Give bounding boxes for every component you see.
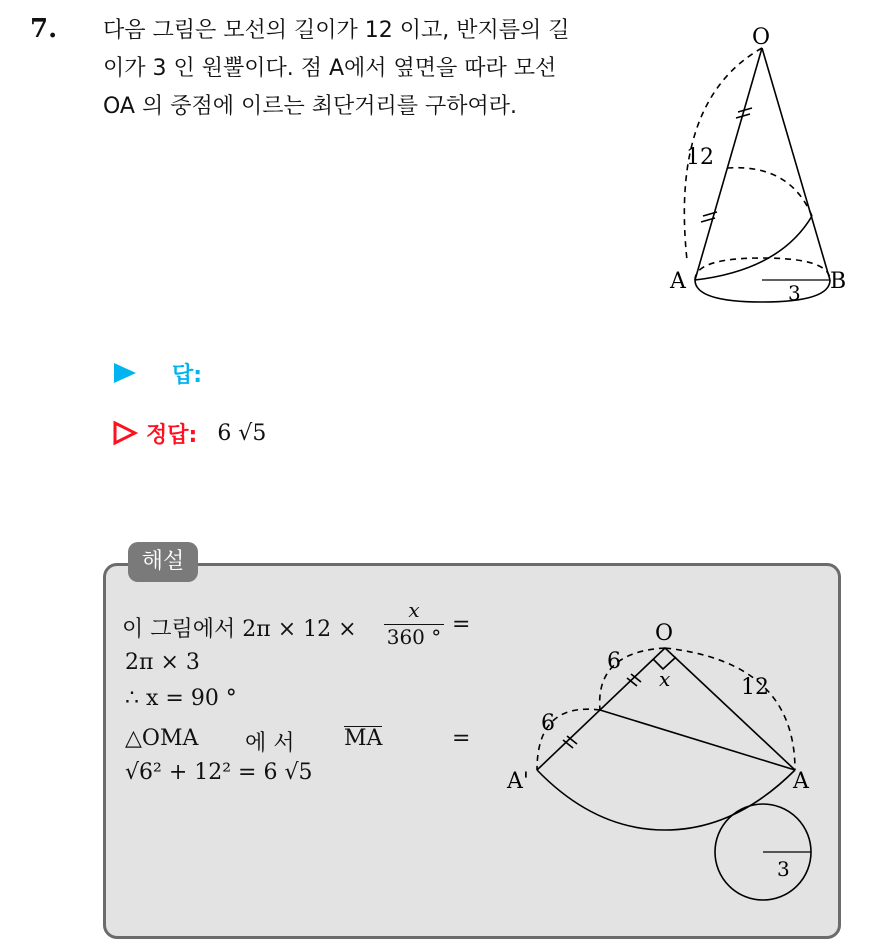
fraction-denominator: 360 ° [386, 625, 442, 649]
cone-figure [660, 20, 860, 310]
sector-label-a: A [793, 769, 809, 794]
solution-line-1-equals: = [452, 612, 471, 637]
correct-answer-row [112, 418, 266, 448]
fraction-numerator: x [408, 598, 420, 622]
sector-edge-oa [665, 648, 795, 770]
solution-line-4-korean: 에 서 [245, 731, 295, 756]
problem-line-1: 다음 그림은 모선의 길이가 12 이고, 반지름의 길 [103, 18, 570, 43]
cone-base-front [695, 280, 830, 302]
cone-label-b: B [830, 269, 847, 294]
sector-figure [495, 612, 825, 912]
sector-arc [537, 770, 795, 830]
sector-edge-oa-prime [537, 648, 665, 770]
sector-label-6-lower: 6 [541, 711, 555, 736]
solution-line-1-math: 2π × 12 × [242, 617, 357, 642]
solution-line-4-segment: MA [344, 726, 383, 751]
problem-line-3: OA 의 중점에 이르는 최단거리를 구하여라. [103, 94, 517, 119]
sector-label-o: O [655, 621, 674, 646]
correct-arrow-icon [112, 420, 138, 446]
solution-line-5: √6² + 12² = 6 √5 [125, 760, 313, 785]
shortest-segment-ma [600, 710, 795, 770]
problem-number: 7. [30, 14, 58, 44]
sector-label-x: x [659, 667, 671, 691]
solution-line-2: 2π × 3 [125, 650, 200, 675]
sector-label-12: 12 [741, 675, 769, 700]
solution-line-3: ∴ x = 90 ° [125, 686, 237, 711]
circle-label-3: 3 [777, 857, 790, 881]
solution-tab: 해설 [128, 542, 198, 582]
solution-line-4-triangle: △OMA [125, 726, 199, 751]
correct-answer-value: 6 √5 [217, 420, 267, 446]
answer-row [112, 358, 202, 388]
problem-text [103, 12, 643, 126]
cone-label-o: O [752, 25, 771, 50]
sector-label-6-upper: 6 [607, 649, 621, 674]
answer-arrow-icon [112, 361, 138, 385]
cone-edge-ob [762, 48, 830, 280]
cone-label-12: 12 [686, 145, 714, 170]
problem-line-2: 이가 3 인 원뿔이다. 점 A에서 옆면을 따라 모선 [103, 56, 557, 81]
shortest-path-front [695, 216, 812, 280]
solution-line-1-prefix: 이 그림에서 [122, 617, 236, 642]
sector-label-a-prime: A' [507, 769, 529, 794]
correct-answer-label: 정답: [146, 422, 198, 448]
solution-line-4-equals: = [452, 726, 471, 751]
answer-label: 답: [172, 362, 203, 388]
solution-line-1 [122, 612, 357, 643]
solution-fraction [384, 598, 444, 649]
cone-label-a: A [670, 269, 686, 294]
cone-label-3: 3 [788, 281, 801, 305]
